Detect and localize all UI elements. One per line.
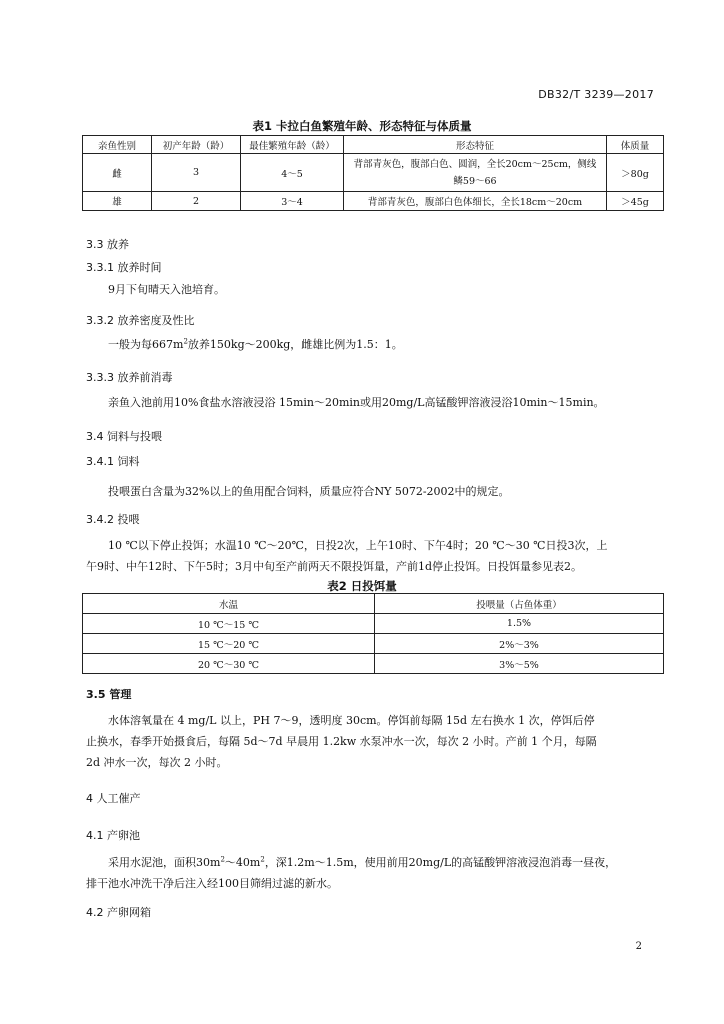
- paragraph-3-3-2: [86, 334, 654, 355]
- feeding-line-1: 10 ℃以下停止投饵；水温10 ℃～20℃，日投2次，上午10时、下午4时；20 ℃～30 ℃日投3次，上: [108, 539, 608, 552]
- table2-cell-amount: 1.5%: [375, 614, 664, 634]
- pond-line-2: 排干池水冲洗干净后注入经100目筛绢过滤的新水。: [86, 877, 338, 890]
- pond-text-b: ～40m: [224, 856, 261, 869]
- pond-line-1: [86, 852, 654, 873]
- paragraph-3-4-1: 投喂蛋白含量为32%以上的鱼用配合饲料，质量应符合NY 5072-2002中的规定。: [108, 485, 510, 498]
- table1-header-sex: 亲鱼性别: [83, 136, 152, 154]
- heading-4-1: 4.1 产卵池: [86, 829, 140, 842]
- management-line-2: 止换水，春季开始摄食后，每隔 5d～7d 早晨用 1.2kw 水泵冲水一次，每次 2 小时。产前 1 个月，每隔: [86, 735, 597, 748]
- table2: [82, 593, 664, 674]
- pond-sup-1: 2: [220, 855, 225, 864]
- table-row: [83, 654, 664, 674]
- heading-3-3-1: 3.3.1 放养时间: [86, 261, 162, 274]
- table1: [82, 135, 664, 211]
- feature-line-1: 背部青灰色，腹部白色、圆润，全长20cm～25cm，侧线: [353, 158, 597, 170]
- table-row: [83, 154, 664, 192]
- table1-cell-first-age: 2: [152, 192, 241, 211]
- table-row: [83, 614, 664, 634]
- table1-header-first-age: 初产年龄（龄）: [152, 136, 241, 154]
- heading-3-4: 3.4 饲料与投喂: [86, 430, 162, 443]
- heading-3-4-1: 3.4.1 饲料: [86, 455, 140, 468]
- pond-text-a: 采用水泥池，面积30m: [108, 856, 221, 869]
- heading-3-3-2: 3.3.2 放养密度及性比: [86, 314, 195, 327]
- density-text-b: 放养150kg～200kg，雌雄比例为1.5：1。: [187, 338, 403, 351]
- table-row: [83, 192, 664, 211]
- density-sup: 2: [183, 337, 188, 346]
- heading-3-3-3: 3.3.3 放养前消毒: [86, 371, 173, 384]
- table2-cell-amount: 2%～3%: [375, 634, 664, 654]
- table1-cell-feature: 背部青灰色，腹部白色体细长，全长18cm～20cm: [344, 192, 607, 211]
- document-code: DB32/T 3239—2017: [538, 88, 654, 101]
- table2-cell-amount: 3%～5%: [375, 654, 664, 674]
- page-number: 2: [635, 941, 642, 952]
- pond-text-c: ，深1.2m～1.5m，使用前用20mg/L的高锰酸钾溶液浸泡消毒一昼夜，: [264, 856, 617, 869]
- feature-line-2: 鳞59～66: [453, 175, 497, 187]
- heading-3-5: 3.5 管理: [86, 688, 132, 701]
- table1-cell-sex: 雄: [83, 192, 152, 211]
- table2-header-amount: 投喂量（占鱼体重）: [375, 594, 664, 614]
- heading-3-4-2: 3.4.2 投喂: [86, 513, 140, 526]
- table1-header-feature: 形态特征: [344, 136, 607, 154]
- table2-cell-temp: 15 ℃～20 ℃: [83, 634, 375, 654]
- table2-header-row: [83, 594, 664, 614]
- management-line-3: 2d 冲水一次，每次 2 小时。: [86, 756, 228, 769]
- table2-header-temp: 水温: [83, 594, 375, 614]
- table1-cell-first-age: 3: [152, 154, 241, 192]
- management-line-1: 水体溶氧量在 4 mg/L 以上，PH 7～9，透明度 30cm。停饵前每隔 15d 左右换水 1 次，停饵后停: [108, 714, 595, 727]
- paragraph-3-3-1: 9月下旬晴天入池培育。: [108, 283, 225, 296]
- feeding-line-2: 午9时、中午12时、下午5时；3月中旬至产前两天不限投饵量，产前1d停止投饵。日投饵量参见表2。: [86, 560, 583, 573]
- table1-header-weight: 体质量: [607, 136, 664, 154]
- table1-cell-best-age: 4～5: [241, 154, 344, 192]
- table2-caption: 表2 日投饵量: [327, 579, 397, 593]
- table1-cell-best-age: 3～4: [241, 192, 344, 211]
- density-text-a: 一般为每667m: [108, 338, 184, 351]
- paragraph-3-3-3: 亲鱼入池前用10%食盐水溶液浸浴 15min～20min或用20mg/L高锰酸钾溶液浸浴10min～15min。: [108, 396, 605, 409]
- table1-cell-feature: [344, 154, 607, 192]
- table2-cell-temp: 20 ℃～30 ℃: [83, 654, 375, 674]
- paragraph-3-5: [86, 710, 654, 773]
- heading-3-3: 3.3 放养: [86, 238, 129, 251]
- table1-header-row: [83, 136, 664, 154]
- pond-sup-2: 2: [260, 855, 265, 864]
- table1-cell-weight: ＞80g: [607, 154, 664, 192]
- paragraph-3-4-2: [86, 535, 654, 577]
- table1-cell-sex: 雌: [83, 154, 152, 192]
- heading-4: 4 人工催产: [86, 792, 141, 805]
- table1-cell-weight: ＞45g: [607, 192, 664, 211]
- table1-caption: 表1 卡拉白鱼繁殖年龄、形态特征与体质量: [252, 119, 472, 133]
- heading-4-2: 4.2 产卵网箱: [86, 906, 151, 919]
- table2-cell-temp: 10 ℃～15 ℃: [83, 614, 375, 634]
- paragraph-4-1: [86, 852, 654, 894]
- table-row: [83, 634, 664, 654]
- table1-header-best-age: 最佳繁殖年龄（龄）: [241, 136, 344, 154]
